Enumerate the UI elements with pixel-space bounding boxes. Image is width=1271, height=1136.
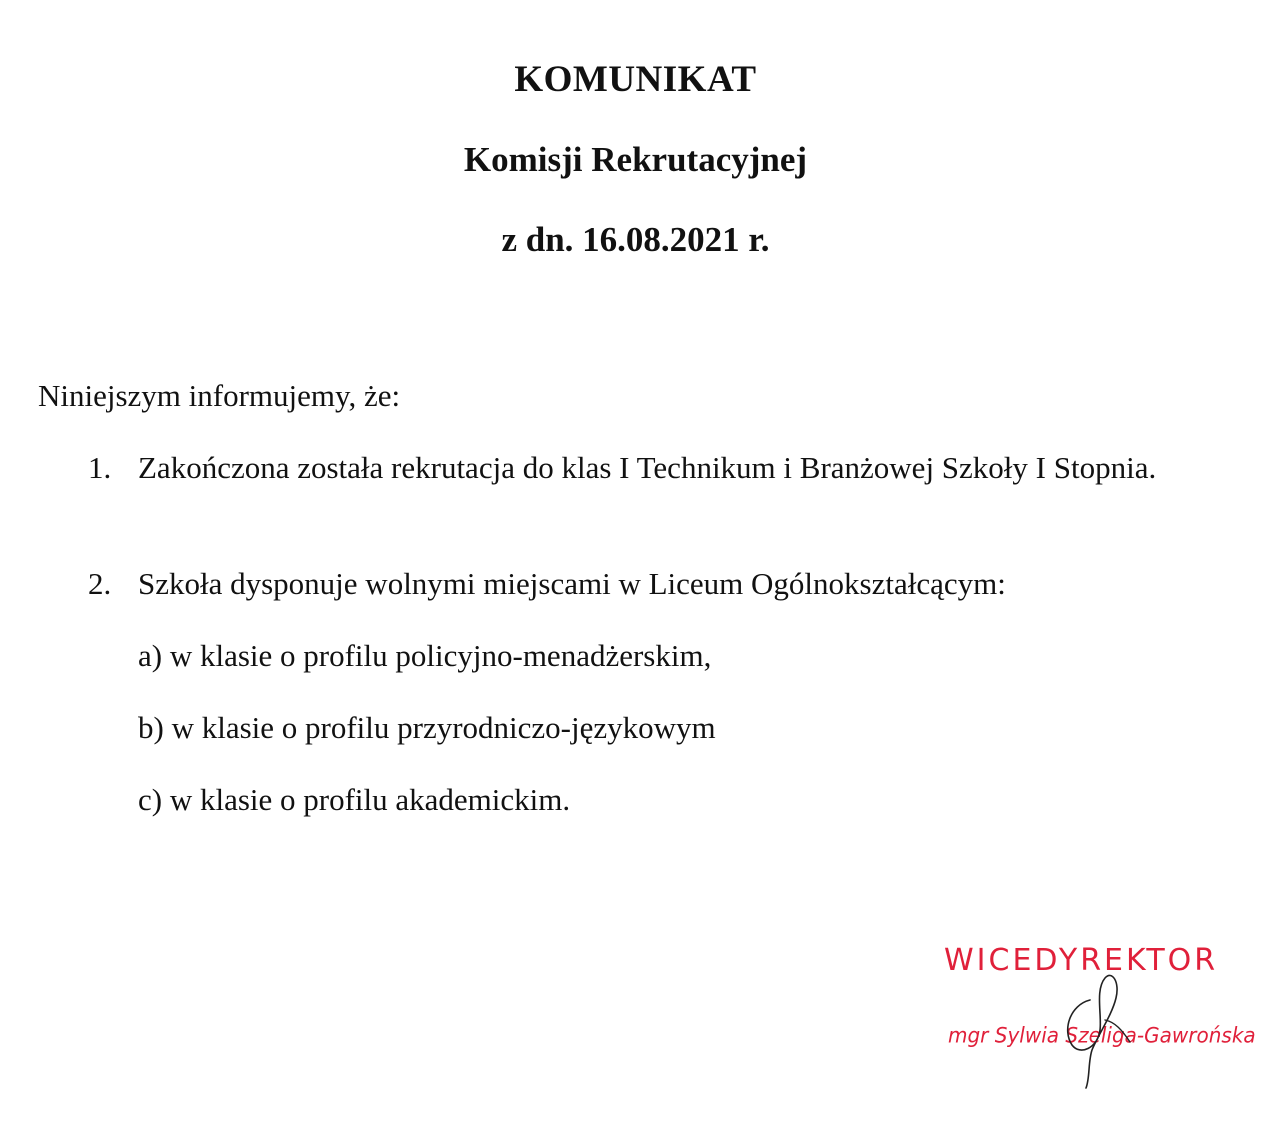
document-date: z dn. 16.08.2021 r. [501,220,770,259]
document-title: KOMUNIKAT [514,59,757,100]
list-item-number: 1. [88,450,112,485]
list-item-text: Szkoła dysponuje wolnymi miejscami w Liceum Ogólnokształcącym: [138,566,1006,601]
official-stamp [930,935,1256,1095]
document-subtitle: Komisji Rekrutacyjnej [463,140,808,179]
list-item-number: 2. [88,566,112,601]
sub-item: c) w klasie o profilu akademickim. [138,782,571,817]
sub-item: b) w klasie o profilu przyrodniczo-językowym [138,710,716,745]
list-item-text: Zakończona została rekrutacja do klas I Technikum i Branżowej Szkoły I Stopnia. [138,450,1157,485]
stamp-name: mgr Sylwia Szeliga-Gawrońska [948,1022,1256,1048]
sub-item: a) w klasie o profilu policyjno-menadżerskim, [138,638,712,673]
stamp-title: WICEDYREKTOR [944,943,1219,978]
intro-text: Niniejszym informujemy, że: [38,378,401,413]
